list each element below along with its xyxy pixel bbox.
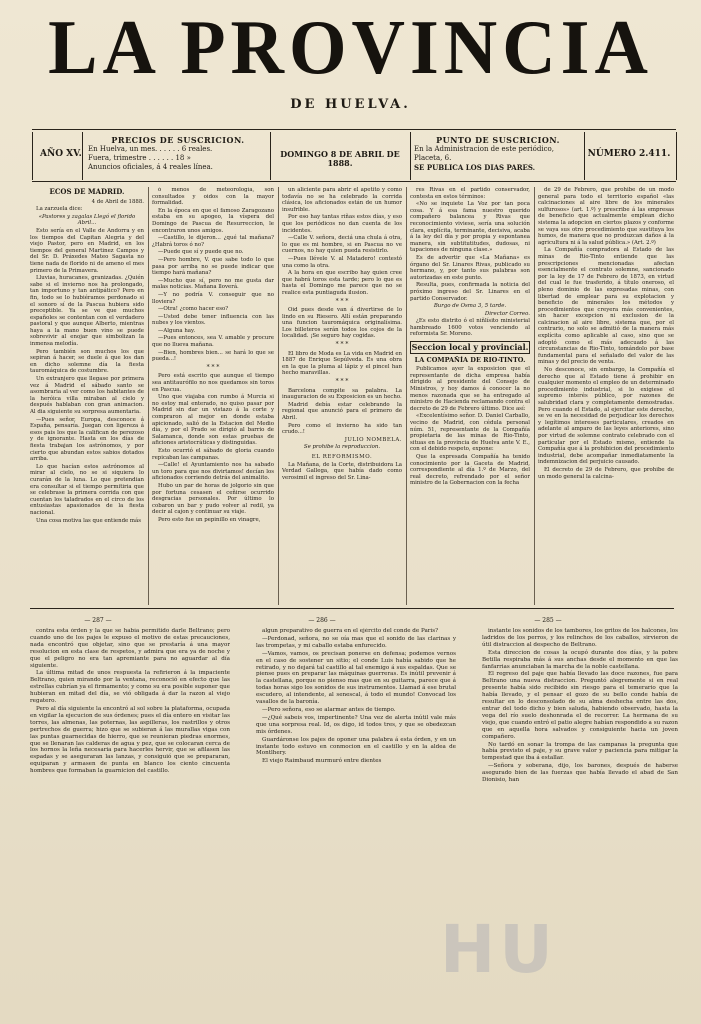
column-2-paragraph: —Puede que sí y puede que no.: [158, 249, 244, 256]
serial-paragraph: algun preparativo de guerra en el ejército del conde de París?: [262, 628, 439, 634]
svg-text:HU: HU: [440, 911, 557, 988]
prices-line-3: Anuncios oficiales, á 4 reales línea.: [88, 163, 213, 171]
serial-column-1: [30, 628, 230, 1018]
column-4: [410, 187, 530, 605]
column-1-verse: «Pastores y zagalas Llegó el florido Abril...: [38, 213, 136, 227]
column-rule-3: [406, 187, 407, 605]
page-number-2: — 286 —: [308, 617, 336, 624]
column-2-paragraph: —Bien, hombres bien... se hará lo que se pueda...!: [152, 349, 274, 363]
serial-paragraph: contra esta órden y la que se había permitido darle Beltrano; pero cuando uno de los pajes le expuso el motivo de estas precauciones, nada encontró que objetar, sino que se prestaría á una mayor resolucion en esta clase de respetos, y admira que era ya de noche y que el peligro no era tan apremiante para no aguardar al día siguiente.: [30, 628, 230, 669]
column-3-paragraph: un aliciente para abrir el apetito y como todavía no se ha celebrado la corrida clásica, los aficionados están de un humor insufrible.: [282, 187, 402, 213]
column-2-paragraph: Pero esto fue un pepinillo en vinagre,: [158, 516, 261, 523]
column-2-paragraph: —Castillo, le dijeron... ¿qué tal mañana? ¿Habrá toros ó no?: [152, 235, 274, 248]
section-separator: * * *: [335, 297, 349, 305]
column-1-heading: ECOS DE MADRID.: [49, 187, 125, 196]
telegram-dateline: Burgo de Osma 3, 5 tarde.: [433, 303, 507, 310]
serial-paragraph: —Señora y soberana, dijo, los barones, después de haberse asegurado bien de las fuerzas que había llevado el abad de San Dionisio, han: [482, 763, 678, 784]
serial-paragraph: —Perdonad, señora, no se oía mas que el sonido de las clarinas y las trompetas, y mi caballo estaba enfurecido.: [256, 635, 456, 649]
column-1-paragraph: Lo que hacían estos astrónomos al mirar al cielo, no se si siquiera lo curarán de la luna. Lo que pretendian era consultar si el tiempo permitiria que se celebrase la primera corrida con que cuentan los taladrados en el circo de los entusiastas apasionados de la fiesta nacional.: [30, 463, 144, 516]
column-4-paragraph: Que la expresada Compañía ha tenido conocimiento por la Gaceta de Madrid, correspondiente al día 1.º de Marzo, del real decreto, refrendado por el señor ministro de la Gobernacion con la fecha: [410, 453, 530, 487]
column-4-paragraph: Es de advertir que «La Mañana» es órgano del Sr. Linares Rivas, publicado su hermano, y, por tanto sus palabras son autorizadas en este punto.: [410, 254, 530, 281]
serial-paragraph: No tardó en sonar la trompa de las campanas la pregunta que había previsto el paje, y su grave valor y paciencia para mitigar la tempestad que iba á estallar.: [482, 741, 678, 762]
header-top-rule: [32, 129, 676, 130]
folletin-rule: [30, 608, 674, 609]
column-3-paragraph: El libro de Moda es La vida en Madrid en 1887 de Enrique Sepúlveda. Es una obra en la que la pluma al lápiz y el pincel han hecho maravillas.: [282, 350, 402, 377]
column-1-paragraph: Pero también son muchos los que sepiran á hacer, se duele á que los dan en dicho solemne día la fiesta tauromáquica de costumbre.: [30, 348, 144, 375]
column-2-paragraph: —Calle! el Ayuntamiento nos ha sabado un toro para que nos divirtamos! decían los aficionados corriendo detrás del animalito.: [152, 462, 274, 482]
serial-paragraph: —¿Qué sabeis vos, impertinente? Una vez de alerta inútil vale más que una sorpresa real. Id, os digo, id todos tres, y que se obedezcan mis órdenes.: [256, 714, 456, 735]
serial-paragraph: Esta direccion de cosas la ocupó durante dos días, y la pobre Betilla respiraba más á sus anchas desde el momento en que las fanfarrias anunciaban la marcha de la noble castellana.: [482, 649, 678, 670]
column-rule-4: [534, 187, 535, 605]
section-separator: * * *: [335, 341, 349, 349]
column-2-paragraph: —Pero hombre, V. que sabe todo lo que pasa por arriba no se puede indicar que tiempo hará mañana?: [152, 256, 274, 277]
column-5-paragraph: El decreto de 29 de Febrero, que prohibe de un modo general la calcina-: [538, 466, 674, 480]
column-2-paragraph: Esto ocurrió el sábado de gloria cuando repicaban las campanas.: [152, 447, 274, 461]
column-3-paragraph: A la hora en que escribo hay quien cree que habrá toros esta tarde; pero lo que es hasta el Domingo me parece que no se realice esta puntiaguda ilusion.: [282, 270, 402, 296]
column-4-paragraph: Resulta, pues, confirmada la noticia del próximo ingreso del Sr. Linares en el partido Conservador.: [410, 282, 530, 302]
newspaper-title: LA PROVINCIA: [48, 4, 653, 92]
prices-line-2: Fuera, trimestre . . . . . . 18 »: [88, 154, 191, 162]
column-2-paragraph: En la época en que el famoso Zaragozano estaba en su apogeo, la víspera del Domingo de Pascua de Resurreccion, le encontraron unos amigos.: [152, 207, 274, 234]
column-3-paragraph: —Calle V. señora, deciá una chula á otra, lo que es mi hombre, si en Pascua no ve cuernos, no hay quien pueda resistirlo.: [282, 235, 402, 255]
column-1-paragraph: Una cosa motiva las que entiende más: [36, 517, 142, 524]
column-3-paragraph: La Mañana, de la Corte, distribuidora La Verdad Gallega, que había dado como verosimil el ingreso del Sr. Lina-: [282, 461, 402, 481]
subscription-info-bar: [32, 132, 676, 180]
column-1-paragraph: La zarzuela dice:: [36, 206, 83, 213]
column-2-paragraph: —Y no podría V. conseguir que no lloviera?: [152, 291, 274, 305]
column-4-paragraph: Publicamos ayer la exposicion que el representante de dicha empresa había dirigido al presidente del Consejo de Ministros, y hoy damos á conocer la no menos razonada que se ha entregado al ministro de Hacienda reclamando contra el decreto de 29 de Febrero último. Dice así:: [410, 366, 530, 412]
column-2: [152, 187, 274, 605]
article-heading: EL REFORMISMO.: [311, 453, 373, 460]
prices-title: PRECIOS DE SUSCRICION.: [111, 135, 245, 145]
subscription-point-block: [414, 132, 582, 180]
serial-paragraph: instante los sonidos de los tambores, los gritos de los halcones, los ladridos de los perros, y los relinchos de los caballos, sirvieron de útil distraccion al despecho de Beltrano.: [482, 628, 678, 648]
library-watermark-logo: [440, 900, 600, 990]
year-label: AÑO XV.: [40, 149, 82, 159]
column-2-paragraph: —Otra! ¿como hacer eso?: [158, 306, 229, 313]
column-5: [538, 187, 674, 605]
serial-paragraph: El viejo Raimbaud murmuró entre dientes: [262, 758, 382, 765]
author-signature: JULIO NOMBELA.: [344, 436, 402, 443]
column-5-paragraph: La Compañía compradora al Estado de las minas de Rio-Tinto entiende que las prescripciones mencionadas afectan esencialmente el contrato solemne, sancionado por la ley de 17 de Febrero de 1873, en virtud del cual le fue trasferido, á título oneroso, el pleno dominio de las expresadas minas, con libertad de emplear para su explotacion y beneficio de minerales los métodos y procedimientos que creyera más convenientes, sin hacer excepcion ni exclusion de la calcinacion al aire libre, sistema que, por el contrario, no solo se admitió de la manera más explícita como aplicable al caso, sino que se adoptó como el más adecuado á las circunstancias de Rio-Tinto, tomándolo por base fundamental para el señalado del valor de las minas y del precio de venta.: [538, 247, 674, 366]
column-1: [30, 187, 144, 605]
masthead: [0, 0, 701, 130]
issue-date: DOMINGO 8 DE ABRIL DE 1888.: [280, 149, 400, 168]
newspaper-subtitle: DE HUELVA.: [290, 97, 411, 112]
column-2-paragraph: —Pues entonces, sea V. amable y procure que no llueva mañana.: [152, 335, 274, 349]
publication-days: SE PUBLICA LOS DIAS PARES.: [414, 163, 536, 172]
section-separator: * * *: [206, 363, 220, 371]
column-5-paragraph: de 29 de Febrero, que prohibe de un modo general para todo el territorio español «las calcinaciones al aire libre de los minerales sulfurosos» (art. 1.º) y prescribe á las empresas de beneficio que actualmente emplean dicho sistema la adopcion en ciertos plazos y conforme se vaya sus otro procedimiento que sustituya los humos, de manera que no produzcan daños á la agricultura ni á la salud pública.» (Art. 2.º): [538, 187, 674, 246]
column-4-paragraph: «No se inquiete La Voz por tan poca cosa. Y á esa fama nuestro querido compañero balancea y Rivas que reconocimiento viviese, sería una solución clara, explícita, terminante, decisiva, acaba á la ley del día y por propia y espontanea manera, sin subtitutitudes, dudosas, ni tapaciones de ninguna clase.»: [410, 201, 530, 254]
prices-block: [88, 132, 268, 180]
serial-paragraph: —Vamos, vamos, os precisan ponerse en defensa; podemos vernos en el caso de sostener un sitio; el conde Luis había sabido que he retirado, y no dejará tal castillo al tal enemigo á sus espaldas. Que se piense pues en preparar las máquinas guerreras. Es inútil prevenir á la castellana, porque no pienso mas que en su guitarra, parece que á todas horas sigo los sonidos de sus instrumentos. Llamad á ese brutal escudero, al intendente, al senescal, á todo el mundo! Convocad los vasallos de la baronía.: [256, 650, 456, 706]
page-number-1: — 287 —: [84, 617, 112, 624]
column-2-paragraph: —Mucho que sí, pero no me gusta dar malas noticias. Mañana lloverá.: [152, 277, 274, 291]
column-3-paragraph: Barcelona compite sa palabra. La inauguracion de su Exposicion es un hecho.: [282, 387, 402, 401]
section-separator: * * *: [335, 378, 349, 386]
column-2-paragraph: ó menos de meteorología, son consultados y oidos con la mayor formalidad.: [152, 187, 274, 207]
article-heading: LA COMPAÑÍA DE RIO-TINTO.: [414, 355, 526, 364]
issue-number: NÚMERO 2.411.: [587, 149, 671, 159]
subscription-point-title: PUNTO DE SUSCRICION.: [436, 135, 560, 145]
serial-paragraph: Guardáronse los pajes de oponer una palabra á esta órden, y en un instante todo estuvo en conmocion en el castillo y en la aldea de Montlhery.: [256, 736, 456, 757]
column-2-paragraph: —Usted debe tener influencia con las nubes y los vientos.: [152, 313, 274, 327]
column-4-paragraph: «Excelentísimo señor. D. Daniel Carballo, vecino de Madrid, con cédula personal núm. 51, representante de la Compañía propietaria de las minas de Rio-Tinto, situas en la provincia de Huelva ante V. E., con el debido respeto, expone:: [410, 413, 530, 453]
info-border-right: [676, 132, 677, 180]
subscription-point-line-1: En la Administracion de este periódico,: [414, 145, 554, 153]
serial-paragraph: Pero al día siguiente la encontró al sol sobre la plataforma, ocupada en vigilar la ejecucion de sus órdenes; pues el día entero en visitar las torres, las almenas, las poternas, las aspilleras, los rastrillos y otros pertrechos de guerra; hizo que se subieran á las murallas vigas con las puntas guarnecidas de hierro, que se reunieran piedras enormes, que se llenaran las calderas de agua y pez, que se colocaran cerca de los hornos la leña necesaria para hacerles hervir, que se afilasen las espadas y se aseguraran las lanzas, y consiguió que se prepararan, equiparan y armasen de punta en blanco los ciento cincuenta hombres que formaban la guarnicion del castillo.: [30, 705, 230, 775]
column-1-paragraph: Lluvias, huracanes, granizadas. ¿Quién sabe si el invierno nos ha prolongado, tan importuno y tan antipático? Pero en fin, todo se lo hubiéramos perdonado si el sonoro sí de la Pascua hubiera sido preceptible. Ya se ve que muchos españoles se contentan con el verdadero pastoral y que aunque Alberto, mientras haya a la mano buen vino se puede sobrevivir al enojar que simbolizan la inmensa melodía.: [30, 275, 144, 348]
subscription-point-line-2: Placeta, 6.: [414, 154, 452, 162]
column-1-paragraph: —Pues señor, Europa, desconoce á España, pensaría. Juegan con ligereza á esos pais los que la califican de perezoso y de ignorante. Hasta en los días de fiesta trabajan los astrónomos, y por cierto que abundan estos sabios dotados arriba.: [30, 416, 144, 463]
serial-paragraph: El regreso del paje que había llevado las doce razones, fue para Beltrano una nueva distraccion. Preguntó alegremente si en real presente había sido recibido sin riesgo para el temerario que la había llevado, y el pensar el gozo de su bello conde había de resultar en lo desconsolado de su alma deshecha entre las dos, entrar del todo dicho y bien saluda, habiendo observado, hasta la vega del río suelo deshonrada el de recorrer. La hermana de su viejo, que cuando entró el patio alegre habían respondido a su razon que en aquella hora salvados y consiguiente hacia un joven compañero.: [482, 671, 678, 740]
column-rule-2: [278, 187, 279, 605]
column-3: [282, 187, 402, 605]
column-3-paragraph: Pero como el invierno ha sido tan crudo...!: [282, 422, 402, 436]
column-4-paragraph: ¿Es esto distrito ó el niñlísito ministerial hambreado 1600 votos venciendo al reformista Sr. Moreno.: [410, 318, 530, 338]
page-number-3: — 285 —: [534, 617, 562, 624]
reproduction-notice: Se prohibe la reproduccion.: [303, 444, 381, 451]
column-4-paragraph: res Rivas en el partido conservador, contesta en estos términos:: [410, 187, 530, 200]
serial-paragraph: La última mitad de unos respuesta la refirieron á la impaciente Beltrano, quien mirando por la ventana, reconoció en efecto que las estrellas cubrían ya el firmamento; y como su era posible suponer que hubieran en mitad del día, se vió obligada á dar la razon al viejo regatero.: [30, 670, 230, 705]
column-3-paragraph: Por eso hay tantas riñas estos días, y eso que los periódicos no dan cuenta de los incidentes.: [282, 214, 402, 234]
column-2-paragraph: Uno que viajaba con rumbo á Murcia si no estoy mal enterado, no quiso pasar por Madrid sin dar un vistazo á la corte y compraron al mejor en donde estaba apicionado, salió de la Estacion del Medio día, y por el Prado se dirigió al barrio de Salamanca, donde son estas pruebas de aficiones aristocráticas y distinguidas.: [152, 394, 274, 447]
column-1-paragraph: Un extranjero que llegase por primera vez á Madrid el sábado santo se asombraria al ver como los habitantes de la heróica villa miraban al cielo y después hablaban con gran animacion. Al dia siguiente su sorpresa aumentaria.: [30, 376, 144, 415]
column-1-date: 4 de Abril de 1888.: [91, 198, 144, 205]
column-1-paragraph: Esto sería en el Valle de Andorra y en los tiempos del Capitan Alegria y del viejo Pastor, pero en Madrid, en los tiempos del general Martinez Campos y del Sr. D. Práxedes Mateo Sagasta no tiene nada de florido ni de ameno el mes primero de la Primavera.: [30, 227, 144, 274]
column-2-paragraph: Hubo un par de horas de jolgorio sin que por fortuna cesasen el ceñirse ocurrido desgracias personales. Por último lo cobaron un bar y pudo volver al redil, ya decir al cajon y continuar su viaje.: [152, 482, 274, 516]
column-rule-1: [148, 187, 149, 605]
column-2-paragraph: —Alguna hay.: [158, 327, 196, 334]
serial-paragraph: —Pero señora, eso se alarmar antes de tiempo.: [262, 706, 396, 713]
column-5-paragraph: No desconoce, sin embargo, la Compañía el derecho que al Estado tiene á prohibir en cualquier momento el empleo de un determinado procedimiento industrial, si lo exigiese el supremo interés público, por razones de salubridad clara y completamente demostradas. Pero cuando el Estado, al ejercitar este derecho, se ve en la necesidad de perjudicar los derechos y legítimos intereses particulares, creados en adelante al amparo de las leyes anteriores, sino por virtud de solemne contrato celebrado con el particular por el Estado mismo, entiende la Compañía que á la prohibicion del procedimiento industrial, debe acompañar inmediatamente la indemnizacion del perjuicio causado.: [538, 367, 674, 466]
serial-column-2: [256, 628, 456, 1018]
section-heading-local: Seccion local y provincial.: [411, 342, 529, 353]
column-3-paragraph: Oid pues desde van á divertirse de lo lindo en su Riesero. Allí están preparando una funcion tauromáquica originalísima. Los billeteros serán todos los cojos de la localidad. ¡Se seguro hay cogidas.: [282, 307, 402, 340]
column-3-paragraph: —Pues llévele V. al Matadero! contestó una como la otra.: [282, 255, 402, 269]
column-3-paragraph: Madrid debía estar celebrando la regional que anunció para el primero de Abril.: [282, 401, 402, 421]
telegram-recipient: Director Correo.: [484, 310, 530, 317]
column-2-paragraph: Pero está escrito que aunque el tiempo sea antitaurófilo no nos quedamos sin toros en Pascua.: [152, 373, 274, 393]
prices-line-1: En Huelva, un mes. . . . . . 6 reales.: [88, 145, 213, 153]
